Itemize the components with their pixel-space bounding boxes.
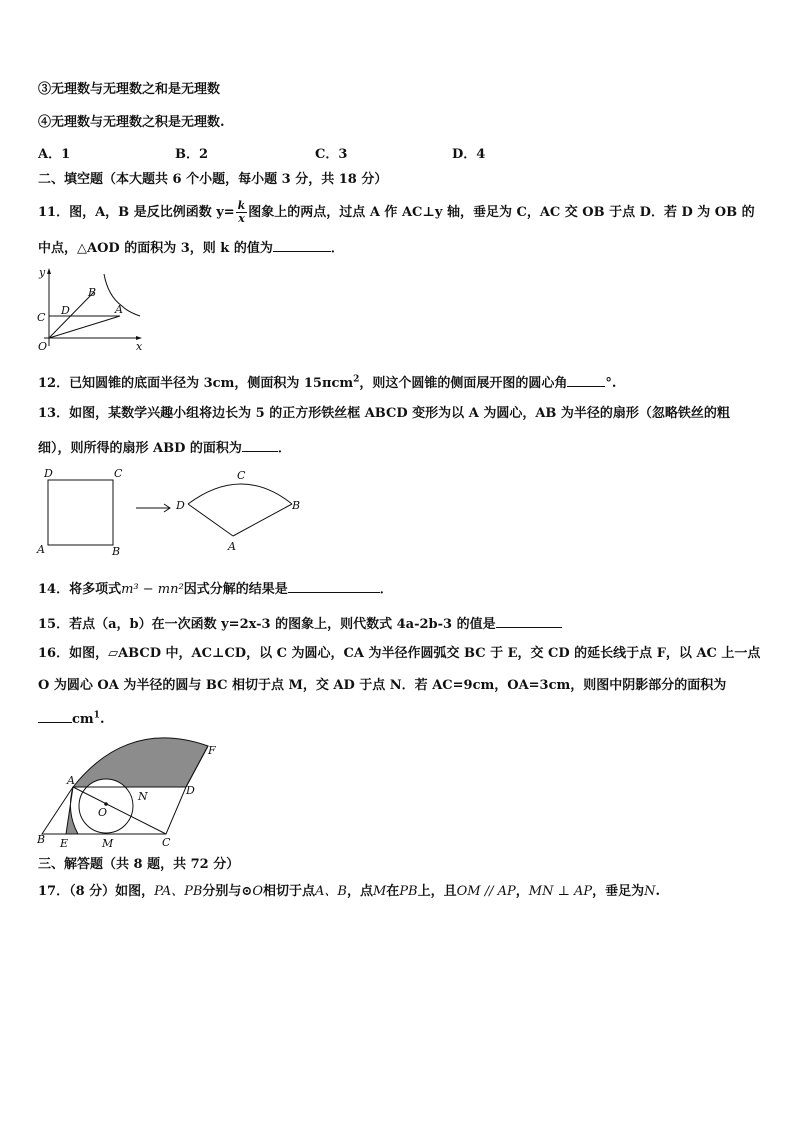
q11-text-a: 11．图，A，B 是反比例函数 y= — [38, 205, 235, 220]
q17-text-a: 17．（8 分）如图， — [38, 884, 155, 899]
figure-11 — [36, 266, 146, 356]
q11-end: ． — [330, 241, 344, 256]
question-16-line-2: O 为圆心 OA 为半径的圆与 BC 相切于点 M，交 AD 于点 N．若 AC=9cm，OA=3cm，则图中阴影部分的面积为 — [38, 678, 727, 693]
q12-text-b: ，则这个圆锥的侧面展开图的圆心角 — [359, 376, 568, 391]
answer-blank-14[interactable] — [288, 578, 380, 593]
q12-text-a: 12．已知圆锥的底面半径为 3cm，侧面积为 15πcm — [38, 376, 354, 391]
q17-text-b: 分别与⊙ — [202, 884, 253, 899]
q17-ab: A、B — [315, 884, 347, 899]
label-m: M — [102, 837, 114, 850]
label-d2: D — [176, 499, 185, 512]
section-3-title: 三、解答题（共 8 题，共 72 分） — [38, 857, 240, 872]
q17-m: M — [372, 884, 387, 899]
label-d: D — [61, 304, 70, 317]
label-d: D — [186, 784, 195, 797]
q11-text-c: 中点，△AOD 的面积为 3，则 k 的值为 — [38, 241, 273, 256]
radius-ad — [188, 504, 233, 536]
label-e: E — [60, 837, 69, 850]
label-a: A — [67, 774, 75, 787]
q12-sup: 2 — [353, 374, 360, 385]
answer-blank-15[interactable] — [496, 613, 562, 628]
answer-blank-12[interactable] — [567, 372, 605, 387]
label-a: A — [115, 303, 123, 316]
label-n: N — [138, 790, 148, 803]
label-b: B — [37, 833, 46, 846]
label-b2: B — [292, 499, 301, 512]
label-c2: C — [237, 469, 246, 482]
question-16-line-1: 16．如图，▱ABCD 中，AC⊥CD，以 C 为圆心，CA 为半径作圆弧交 BC 于 E，交 CD 的延长线于点 F，以 AC 上一点 — [38, 646, 761, 661]
option-a: A．1 — [38, 147, 71, 162]
statement-3: ③无理数与无理数之和是无理数 — [38, 82, 221, 97]
question-16-line-3 — [38, 708, 758, 730]
figure-16 — [36, 740, 226, 852]
label-c: C — [37, 311, 46, 324]
q16-end: . — [99, 712, 105, 727]
option-c: C．3 — [315, 147, 348, 162]
option-b: B．2 — [175, 147, 209, 162]
label-d: D — [44, 467, 53, 480]
fraction-numerator: k — [237, 199, 246, 212]
section-2-title: 二、填空题（本大题共 6 个小题，每小题 3 分，共 18 分） — [38, 172, 388, 187]
q17-text-c: 相切于点 — [263, 884, 316, 899]
y-axis-arrow — [47, 268, 51, 274]
q17-text-d: ，点 — [346, 884, 373, 899]
statement-4: ④无理数与无理数之积是无理数. — [38, 115, 225, 130]
q14-text-b: 因式分解的结果是 — [183, 582, 288, 597]
option-d: D．4 — [452, 147, 486, 162]
q17-pa-pb: PA、PB — [154, 884, 203, 899]
q17-end: . — [655, 884, 661, 899]
q17-n: N — [644, 884, 656, 899]
label-o: O — [38, 340, 48, 353]
q17-text-h: ，垂足为 — [592, 884, 645, 899]
q17-pb: PB — [399, 884, 418, 899]
q16-unit: cm — [72, 712, 94, 727]
label-b: B — [112, 545, 121, 558]
question-11-line-1 — [38, 200, 758, 225]
radius-ab — [233, 504, 292, 536]
q17-text-g: ， — [515, 884, 529, 899]
fraction-denominator: x — [238, 212, 245, 225]
q14-end: ． — [379, 582, 393, 597]
q11-text-b: 图象上的两点，过点 A 作 AC⊥y 轴，垂足为 C，AC 交 OB 于点 D．若 D 为 OB 的 — [248, 205, 755, 220]
question-12 — [38, 372, 758, 394]
q17-o: O — [252, 884, 263, 899]
q17-text-f: 上，且 — [417, 884, 457, 899]
q13-end: ． — [277, 441, 291, 456]
q17-text-e: 在 — [386, 884, 400, 899]
label-c: C — [162, 836, 171, 849]
figure-13 — [36, 466, 316, 562]
shaded-region-upper — [73, 738, 208, 787]
q14-text-a: 14．将多项式 — [38, 582, 122, 597]
answer-blank-13[interactable] — [242, 437, 278, 452]
q13-text: 细），则所得的扇形 ABD 的面积为 — [38, 441, 242, 456]
square-abcd — [48, 480, 113, 545]
answer-blank-16[interactable] — [38, 708, 72, 723]
q12-end: °. — [605, 376, 617, 391]
q17-om-ap: OM // AP — [456, 884, 516, 899]
label-y: y — [39, 266, 46, 279]
label-a2: A — [228, 540, 236, 553]
label-c: C — [114, 467, 123, 480]
question-13-line-1: 13．如图，某数学兴趣小组将边长为 5 的正方形铁丝框 ABCD 变形为以 A 为圆心，AB 为半径的扇形（忽略铁丝的粗 — [38, 406, 730, 421]
label-o: O — [98, 806, 108, 819]
q17-mn-ap: MN ⊥ AP — [528, 884, 593, 899]
question-15 — [38, 613, 758, 635]
q15-text: 15．若点（a，b）在一次函数 y=2x-3 的图象上，则代数式 4a-2b-3 的值是 — [38, 617, 496, 632]
polynomial-expression: m³ − mn² — [121, 582, 184, 597]
q16-sup: 1 — [93, 710, 100, 721]
k-over-x-fraction — [236, 200, 248, 225]
label-x: x — [136, 340, 143, 353]
label-b: B — [88, 286, 97, 299]
label-f: F — [208, 744, 216, 757]
question-13-line-2 — [38, 437, 758, 459]
question-11-line-2 — [38, 237, 758, 259]
answer-blank-11[interactable] — [273, 237, 331, 252]
label-a: A — [37, 543, 45, 556]
question-14 — [38, 578, 758, 600]
sector-arc — [188, 484, 292, 504]
question-17 — [38, 882, 758, 902]
